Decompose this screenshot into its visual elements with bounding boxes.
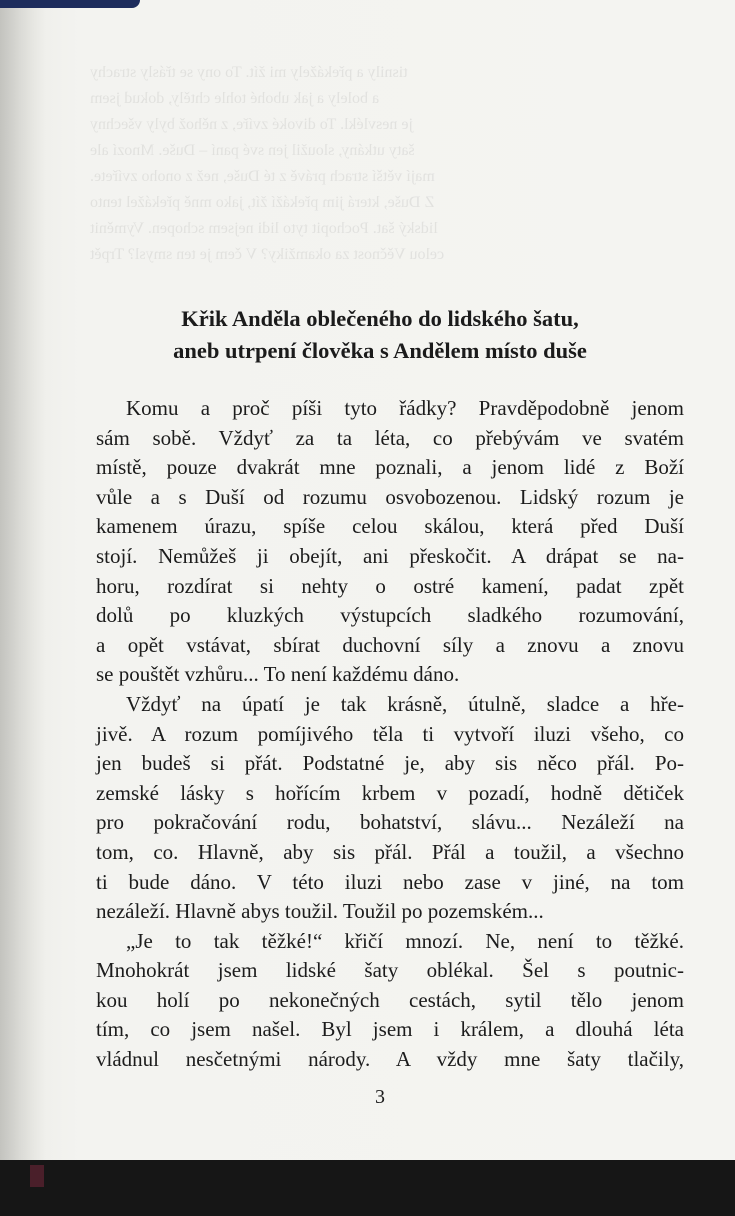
body-text xyxy=(96,394,684,1075)
bleed-line: Z Duše, která jim překáží žít, jako mně překážel tento xyxy=(90,194,435,211)
chapter-title xyxy=(60,303,700,367)
text-line: Vždyť na úpatí je tak krásně, útulně, sladce a hře- xyxy=(126,691,684,716)
bleed-line: celou Věčnost za okamžiky? V čem je ten smysl? Trpět xyxy=(90,246,445,263)
text-line: pro pokračování rodu, bohatství, slávu... Nezáleží na xyxy=(96,810,684,835)
text-line: tom, co. Hlavně, aby sis přál. Přál a toužil, a všechno xyxy=(96,839,684,864)
text-line: dolů po kluzkých výstupcích sladkého rozumování, xyxy=(96,603,684,628)
gutter-shadow xyxy=(0,0,48,1160)
text-line: vládnul nesčetnými národy. A vždy mne šaty tlačily, xyxy=(96,1047,684,1072)
text-line: sám sobě. Vždyť za ta léta, co přebývám ve svatém xyxy=(96,425,684,450)
page-number: 3 xyxy=(375,1086,385,1108)
text-line: se pouštět vzhůru... To není každému dáno. xyxy=(96,662,460,687)
text-line: jivě. A rozum pomíjivého těla ti vytvoří iluzi všeho, co xyxy=(96,721,684,746)
cover-edge xyxy=(0,0,140,8)
text-line: nezáleží. Hlavně abys toužil. Toužil po pozemském... xyxy=(96,899,544,924)
bleed-line: lidský šat. Pochopit tyto lidi nejsem schopen. Vyměnit xyxy=(90,220,438,237)
bleed-line: mají větší strach právě z té Duše, než z onoho zvířete. xyxy=(90,168,435,185)
bleed-line: šaty utkány, sloužil jen své paní – Duše. Mnozí ale xyxy=(90,142,415,159)
text-line: Komu a proč píši tyto řádky? Pravděpodobně jenom xyxy=(126,396,684,420)
title-line: aneb utrpení člověka s Andělem místo duše xyxy=(173,338,587,363)
bleed-line: a bolely a jak ubohé tohle chtěly, dokud jsem xyxy=(90,90,380,107)
page-bottom-edge xyxy=(0,1160,735,1216)
text-line: kou holí po nekonečných cestách, sytil tělo jenom xyxy=(96,987,684,1012)
text-line: kamenem úrazu, spíše celou skálou, která před Duší xyxy=(96,514,684,539)
text-line: Mnohokrát jsem lidské šaty oblékal. Šel s poutnic- xyxy=(96,958,684,983)
text-line: zemské lásky s hořícím krbem v pozadí, hodně dětiček xyxy=(96,780,684,805)
text-line: a opět vstávat, sbírat duchovní síly a znovu a znovu xyxy=(96,632,684,657)
bleed-through-text xyxy=(90,60,690,300)
spine-mark xyxy=(30,1165,44,1187)
text-line: ti bude dáno. V této iluzi nebo zase v jiné, na tom xyxy=(96,869,684,894)
text-line: horu, rozdírat si nehty o ostré kamení, padat zpět xyxy=(96,573,684,598)
text-line: tím, co jsem našel. Byl jsem i králem, a dlouhá léta xyxy=(96,1017,684,1042)
text-line: jen budeš si přát. Podstatné je, aby sis něco přál. Po- xyxy=(96,751,684,776)
title-line: Křik Anděla oblečeného do lidského šatu, xyxy=(181,306,579,331)
text-line: vůle a s Duší od rozumu osvobozenou. Lidský rozum je xyxy=(96,484,684,509)
bleed-line: je nesvlékl. To divoké zvíře, z něhož byly všechny xyxy=(90,116,413,133)
bleed-line: tisnily a překážely mi žít. To ony se třásly strachy xyxy=(90,64,408,81)
text-line: „Je to tak těžké!“ křičí mnozí. Ne, není to těžké. xyxy=(126,928,684,953)
text-line: stojí. Nemůžeš ji obejít, ani přeskočit. A drápat se na- xyxy=(96,543,684,568)
text-line: místě, pouze dvakrát mne poznali, a jenom lidé z Boží xyxy=(96,455,684,480)
